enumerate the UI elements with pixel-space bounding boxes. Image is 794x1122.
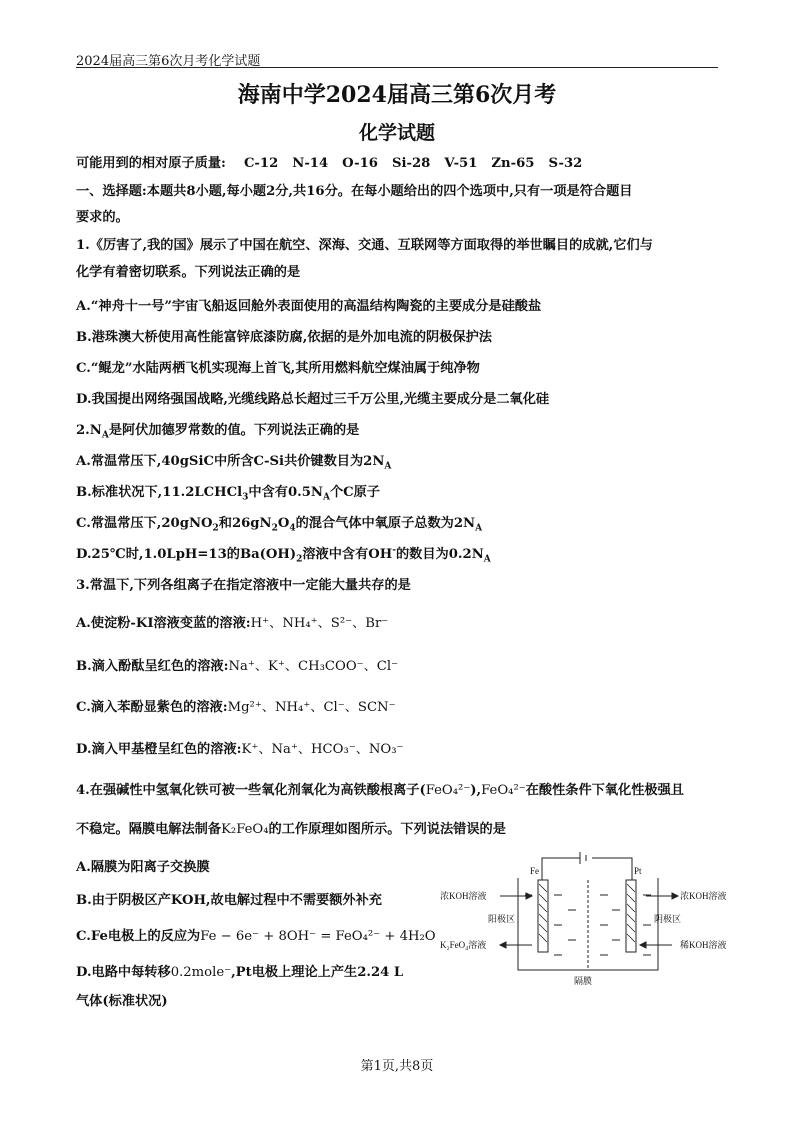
fe-label: Fe — [530, 866, 539, 876]
q1-option-c: C.“鲲龙”水陆两栖飞机实现海上首飞,其所用燃料航空煤油属于纯净物 — [76, 361, 480, 376]
running-header: 2024届高三第6次月考化学试题 — [76, 54, 261, 69]
q3-b-label: B.滴入酚酞呈红色的溶液: — [76, 659, 229, 674]
anode-zone-label: 阳极区 — [488, 914, 516, 924]
q2-d-sup: - — [392, 545, 396, 556]
q1-option-a: A.“神舟十一号”宇宙飞船返回舱外表面使用的高温结构陶瓷的主要成分是硅酸盐 — [76, 299, 542, 314]
q2-b-sub1: 3 — [242, 492, 249, 503]
q2-c-sub1: 2 — [212, 523, 219, 534]
q1-stem: 1.《厉害了,我的国》展示了中国在航空、深海、交通、互联网等方面取得的举世瞩目的成就,它们与 — [76, 238, 653, 253]
q3-a-ions: H⁺、NH₄⁺、S²⁻、Br⁻ — [250, 616, 389, 631]
q4-compound: K₂FeO₄ — [221, 822, 269, 837]
wire-left — [542, 858, 580, 880]
q1-stem-cont: 化学有着密切联系。下列说法正确的是 — [76, 265, 301, 280]
q2-stem-sub: A — [101, 430, 109, 441]
product-label: K₂FeO₄溶液 — [440, 940, 487, 950]
q2-b-text2: 中含有0.5N — [248, 485, 323, 500]
q2-d-sub1: 2 — [296, 554, 303, 565]
dilute-koh-label: 稀KOH溶液 — [680, 940, 727, 950]
q2-d-text3: 的数目为0.2N — [396, 547, 484, 562]
q3-a-label: A.使淀粉-KI溶液变蓝的溶液: — [76, 616, 251, 631]
q2-c-sub3: 4 — [289, 523, 296, 534]
q2-c-text3: O — [277, 516, 290, 531]
q3-d-label: D.滴入甲基橙呈红色的溶液: — [76, 742, 242, 757]
q3-d-ions: K⁺、Na⁺、HCO₃⁻、NO₃⁻ — [241, 742, 404, 757]
q4-option-b: B.由于阴极区产KOH,故电解过程中不需要额外补充 — [76, 893, 382, 908]
q2-b-text1: B.标准状况下,11.2LCHCl — [76, 485, 243, 500]
q4-stem-cont — [76, 818, 506, 837]
q2-c-text2: 和26gN — [218, 516, 272, 531]
q2-c-text1: C.常温常压下,20gNO — [76, 516, 213, 531]
q3-option-a — [76, 612, 388, 631]
q2-d-text1: D.25℃时,1.0LpH=13的Ba(OH) — [76, 547, 297, 562]
q4-d-text2: ,Pt电极上理论上产生2.24 L — [231, 965, 404, 980]
conc-koh-right-label: 浓KOH溶液 — [680, 891, 727, 901]
wire-right — [592, 858, 632, 880]
q4-stem2-b: 的工作原理如图所示。下列说法错误的是 — [268, 822, 506, 837]
q2-c-sub2: 2 — [271, 523, 278, 534]
mass-item: N-14 — [292, 156, 329, 171]
q3-option-c — [76, 696, 396, 715]
q4-stem2-a: 不稳定。隔膜电解法制备 — [76, 822, 222, 837]
q2-b-sub2: A — [322, 492, 330, 503]
q1-option-b: B.港珠澳大桥使用高性能富锌底漆防腐,依据的是外加电流的阴极保护法 — [76, 330, 492, 345]
q2-option-b — [76, 481, 380, 503]
q4-stem-c: 在酸性条件下氧化性极强且 — [525, 783, 684, 798]
q3-c-ions: Mg²⁺、NH₄⁺、Cl⁻、SCN⁻ — [227, 700, 396, 715]
page-footer: 第1页,共8页 — [360, 1059, 434, 1074]
header-divider — [76, 67, 718, 68]
q4-stem-b: ), — [470, 783, 482, 798]
q3-option-b — [76, 655, 398, 674]
q3-stem: 3.常温下,下列各组离子在指定溶液中一定能大量共存的是 — [76, 578, 411, 593]
mass-item: Si-28 — [391, 156, 431, 171]
q2-option-d — [76, 543, 491, 565]
q1-option-d: D.我国提出网络强国战略,光缆线路总长超过三千万公里,光缆主要成分是二氧化硅 — [76, 392, 550, 407]
section-instructions: 一、选择题:本题共8小题,每小题2分,共16分。在每小题给出的四个选项中,只有一项是符合题目 — [76, 184, 633, 199]
mass-item: Zn-65 — [491, 156, 535, 171]
pt-label: Pt — [634, 866, 642, 876]
q2-stem — [76, 419, 359, 441]
cathode-zone-label: 阴极区 — [654, 914, 682, 924]
subject-title: 化学试题 — [358, 122, 435, 144]
q4-c-equation: Fe − 6e⁻ + 8OH⁻ = FeO₄²⁻ + 4H₂O — [200, 929, 436, 944]
q2-stem-b: 是阿伏加德罗常数的值。下列说法正确的是 — [108, 423, 360, 438]
q2-d-text2: 溶液中含有OH — [302, 547, 393, 562]
q4-option-a: A.隔膜为阳离子交换膜 — [76, 860, 210, 875]
q4-stem — [76, 779, 684, 798]
mass-item: S-32 — [548, 156, 583, 171]
q4-stem-a: 4.在强碱性中氢氧化铁可被一些氧化剂氧化为高铁酸根离子( — [76, 783, 426, 798]
q4-option-d-cont: 气体(标准状况) — [76, 994, 168, 1009]
q2-d-sub2: A — [483, 554, 491, 565]
mass-item: O-16 — [342, 156, 378, 171]
exam-title: 海南中学2024届高三第6次月考 — [237, 82, 557, 108]
q2-option-c — [76, 512, 482, 534]
atomic-masses — [76, 152, 596, 171]
q4-c-label: C.Fe电极上的反应为 — [76, 929, 201, 944]
q2-stem-a: 2.N — [76, 423, 102, 438]
mass-item: V-51 — [444, 156, 478, 171]
membrane-label: 隔膜 — [574, 976, 593, 986]
q2-c-text4: 的混合气体中氧原子总数为2N — [295, 516, 476, 531]
q2-a-sub: A — [384, 461, 392, 472]
q3-b-ions: Na⁺、K⁺、CH₃COO⁻、Cl⁻ — [228, 659, 399, 674]
q3-option-d — [76, 738, 404, 757]
q4-option-d — [76, 961, 403, 980]
q4-d-value: 0.2mole⁻ — [170, 965, 232, 980]
q2-option-a — [76, 450, 391, 472]
conc-koh-left-label: 浓KOH溶液 — [440, 891, 487, 901]
q3-c-label: C.滴入苯酚显紫色的溶液: — [76, 700, 228, 715]
q4-ion2: FeO₄²⁻ — [481, 783, 526, 798]
section-instructions-cont: 要求的。 — [76, 210, 129, 225]
q2-b-text3: 个C原子 — [329, 485, 380, 500]
q2-a-text: A.常温常压下,40gSiC中所含C-Si共价键数目为2N — [76, 454, 385, 469]
electrolysis-diagram — [440, 850, 740, 990]
q2-c-sub4: A — [475, 523, 483, 534]
mass-item: C-12 — [243, 156, 279, 171]
atomic-masses-label: 可能用到的相对原子质量: — [76, 156, 226, 171]
q4-ion1: FeO₄²⁻ — [425, 783, 471, 798]
q4-option-c — [76, 925, 436, 944]
q4-d-text1: D.电路中每转移 — [76, 965, 171, 980]
